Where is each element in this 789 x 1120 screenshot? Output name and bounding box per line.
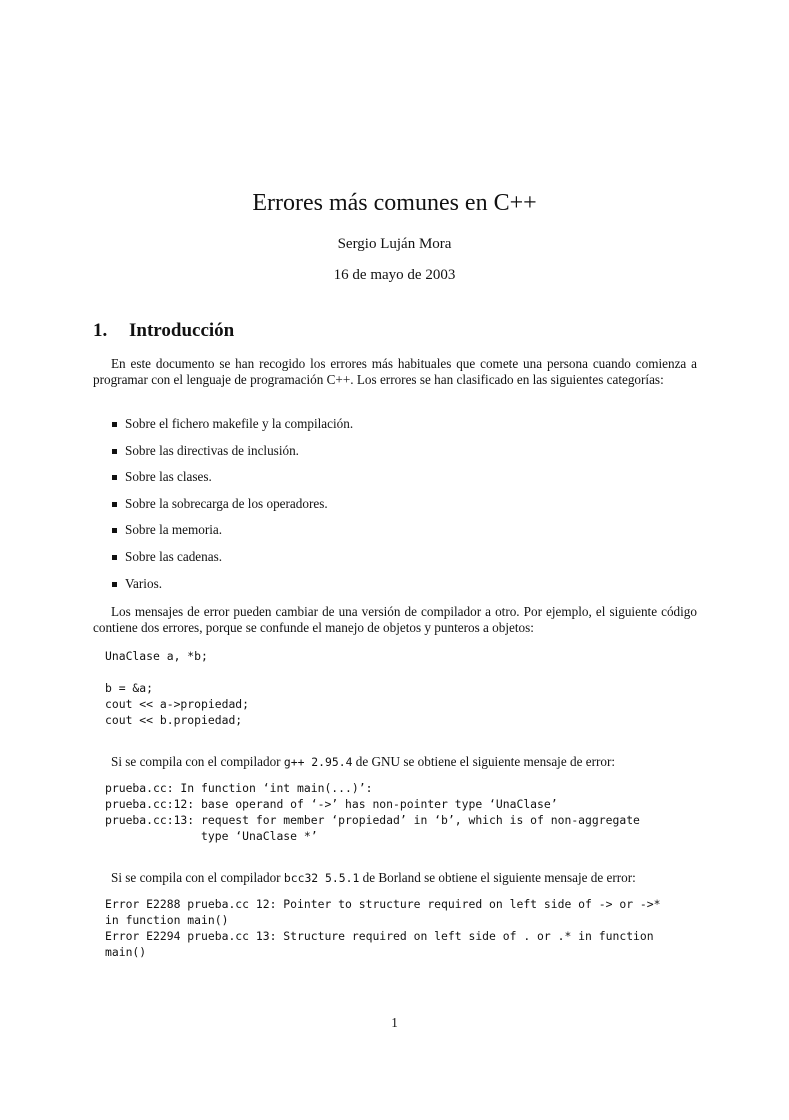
compiler-name-gnu: g++ 2.95.4: [283, 755, 353, 769]
section-title: Introducción: [129, 320, 235, 341]
code-example: UnaClase a, *b; b = &a; cout << a->propiedad; cout << b.propiedad;: [105, 649, 250, 727]
intro-paragraph: En este documento se han recogido los errores más habituales que comete una persona cuando comienza a programar con el lenguaje de programación C++. Los errores se han clasificado en las siguientes categorías:: [93, 356, 697, 387]
section-number: 1.: [93, 320, 108, 341]
category-list: [110, 416, 353, 602]
compiler-name-borland: bcc32 5.5.1: [283, 871, 360, 885]
document-date: 16 de mayo de 2003: [333, 267, 456, 283]
list-item: [110, 469, 353, 496]
list-item-text: Sobre las cadenas.: [125, 548, 223, 564]
borland-error-output: Error E2288 prueba.cc 12: Pointer to structure required on left side of -> or ->* in function main() Error E2294 prueba.cc 13: Structure required on left side of . or .* in function main(): [105, 897, 661, 959]
paragraph-versions: Los mensajes de error pueden cambiar de una versión de compilador a otro. Por ejemplo, el siguiente código contiene dos errores, porque se confunde el manejo de objetos y punteros a objetos:: [93, 604, 697, 635]
paragraph-borland-after: de Borland se obtiene el siguiente mensaje de error:: [359, 870, 636, 885]
paragraph-gnu-after: de GNU se obtiene el siguiente mensaje de error:: [352, 754, 616, 769]
list-item: [110, 549, 353, 576]
section-heading: [93, 320, 234, 342]
list-item-text: Varios.: [125, 575, 162, 591]
paragraph-gnu-before: Si se compila con el compilador: [111, 754, 284, 769]
bullet-icon: [112, 449, 117, 454]
bullet-icon: [112, 555, 117, 560]
list-item-text: Sobre la memoria.: [125, 522, 223, 538]
document-title: Errores más comunes en C++: [252, 190, 537, 216]
list-item-text: Sobre las directivas de inclusión.: [125, 442, 299, 458]
list-item: [110, 496, 353, 523]
bullet-icon: [112, 502, 117, 507]
page-number: 1: [391, 1015, 398, 1030]
bullet-icon: [112, 475, 117, 480]
bullet-icon: [112, 528, 117, 533]
list-item-text: Sobre el fichero makefile y la compilación.: [125, 416, 354, 431]
paragraph-borland-before: Si se compila con el compilador: [111, 870, 284, 885]
paragraph-gnu: [93, 754, 697, 770]
bullet-icon: [112, 582, 117, 587]
paragraph-borland: [93, 870, 697, 886]
bullet-icon: [112, 422, 117, 427]
list-item-text: Sobre las clases.: [125, 469, 212, 485]
list-item: [110, 443, 353, 470]
list-item: [110, 416, 353, 443]
list-item: [110, 576, 353, 603]
gnu-error-output: prueba.cc: In function ‘int main(...)’: prueba.cc:12: base operand of ‘->’ has non-pointer type ‘UnaClase’ prueba.cc:13: request for member ‘propiedad’ in ‘b’, which is of non-aggregate type ‘UnaClase *’: [105, 781, 640, 843]
list-item: [110, 522, 353, 549]
author-name: Sergio Luján Mora: [337, 236, 452, 252]
list-item-text: Sobre la sobrecarga de los operadores.: [125, 495, 328, 511]
